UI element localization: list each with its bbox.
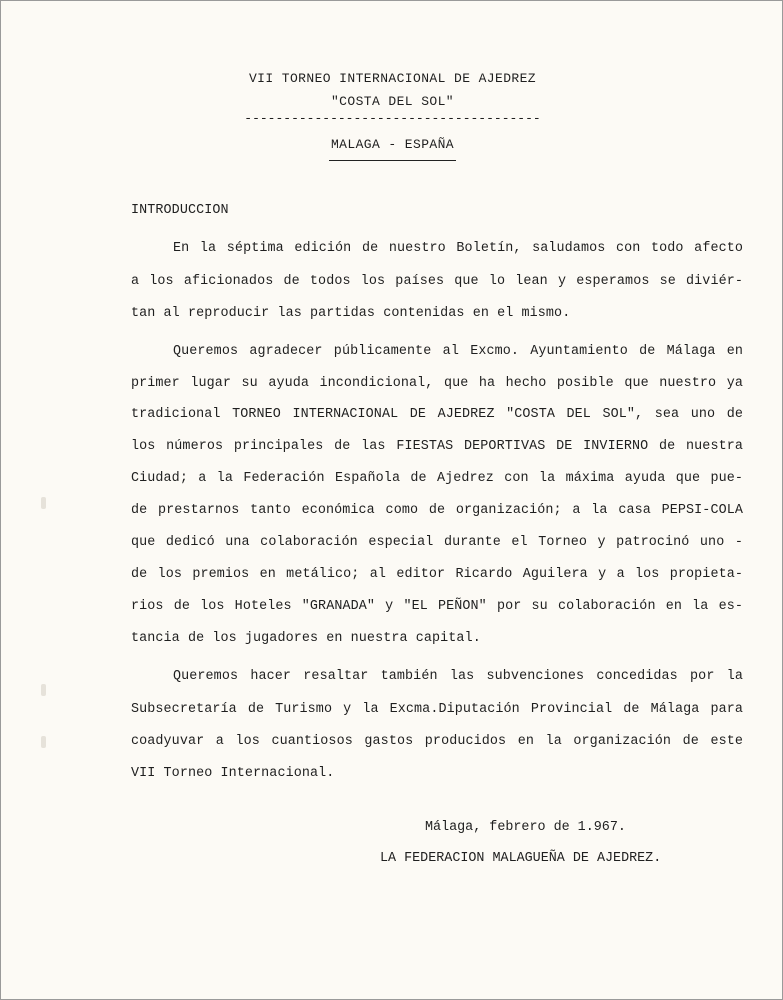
paragraph-line: En la séptima edición de nuestro Boletín, saludamos con todo afecto [173,241,743,256]
paragraph-line: tradicional TORNEO INTERNACIONAL DE AJEDREZ "COSTA DEL SOL", sea uno de [131,407,743,422]
header-title: VII TORNEO INTERNACIONAL DE AJEDREZ [248,71,537,86]
paragraph-line: tan al reproducir las partidas contenidas en el mismo. [131,306,571,321]
header-subtitle: "COSTA DEL SOL" [330,94,455,109]
paragraph-line: a los aficionados de todos los países que lo lean y esperamos se diviér- [131,274,743,289]
punch-mark [41,736,46,748]
header-divider: -------------------------------------- [244,111,541,126]
signature-organization: LA FEDERACION MALAGUEÑA DE AJEDREZ. [380,851,662,866]
paragraph-line: que dedicó una colaboración especial durante el Torneo y patrocinó uno - [131,535,743,550]
punch-mark [41,684,46,696]
header-city [1,137,783,152]
section-title: INTRODUCCION [131,203,229,218]
paragraph-line: VII Torneo Internacional. [131,766,335,781]
paragraph-line: los números principales de las FIESTAS DEPORTIVAS DE INVIERNO de nuestra [131,439,743,454]
paragraph-line: de los premios en metálico; al editor Ricardo Aguilera y a los propieta- [131,567,743,582]
header-city-text: MALAGA - ESPAÑA [329,137,456,161]
signature-date: Málaga, febrero de 1.967. [425,820,626,835]
paragraph-line: coadyuvar a los cuantiosos gastos producidos en la organización de este [131,734,743,749]
punch-mark [41,497,46,509]
paragraph-line: Subsecretaría de Turismo y la Excma.Diputación Provincial de Málaga para [131,702,743,717]
paragraph-line: rios de los Hoteles "GRANADA" y "EL PEÑON" por su colaboración en la es- [131,599,743,614]
paragraph-line: tancia de los jugadores en nuestra capital. [131,631,481,646]
paragraph-line: Queremos agradecer públicamente al Excmo. Ayuntamiento de Málaga en [173,344,743,359]
paragraph-line: Ciudad; a la Federación Española de Ajedrez con la máxima ayuda que pue- [131,471,743,486]
paragraph-line: de prestarnos tanto económica como de organización; a la casa PEPSI-COLA [131,503,743,518]
paragraph-line: Queremos hacer resaltar también las subvenciones concedidas por la [173,669,743,684]
paragraph-line: primer lugar su ayuda incondicional, que ha hecho posible que nuestro ya [131,376,743,391]
